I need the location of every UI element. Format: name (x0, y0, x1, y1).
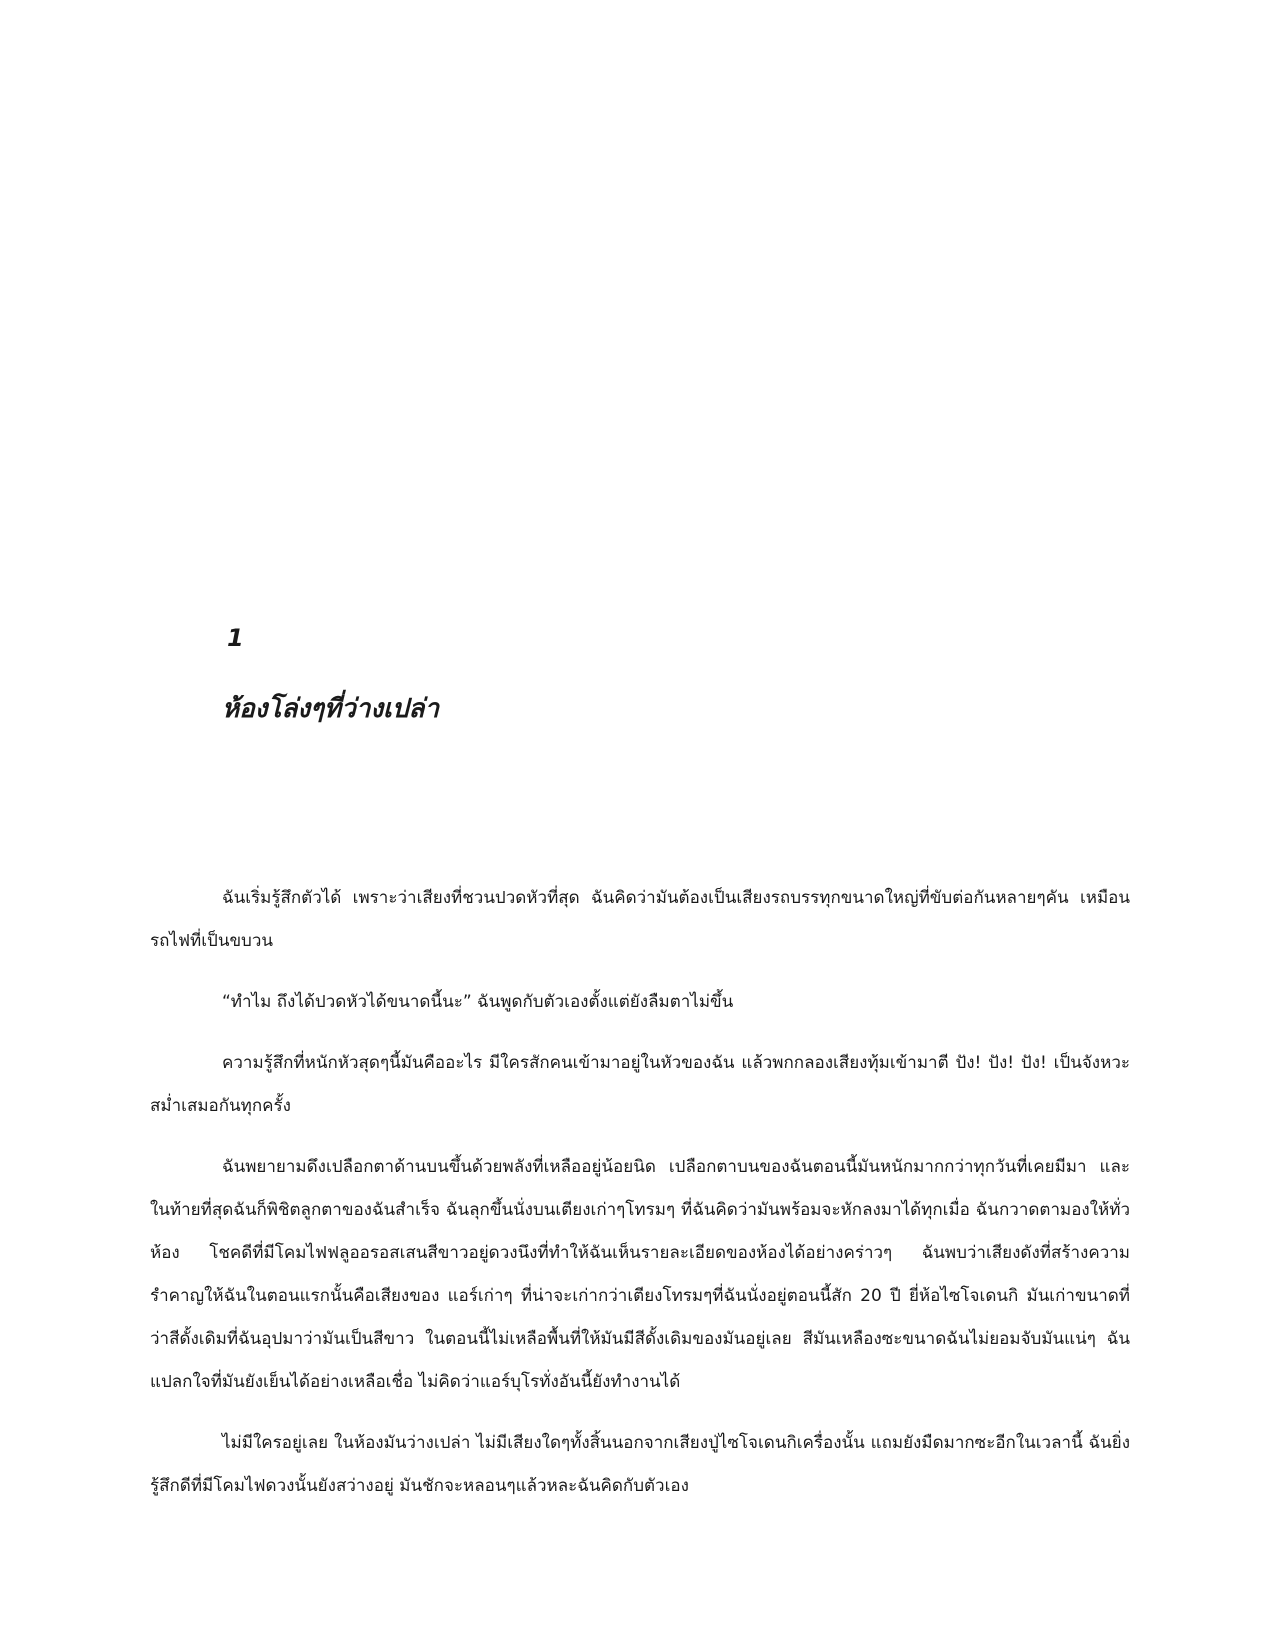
paragraph: ไม่มีใครอยู่เลย ในห้องมันว่างเปล่า ไม่มีเสียงใดๆทั้งสิ้นนอกจากเสียงปู่ไซโจเดนกิเครื่องนั้น แถมยังมืดมากซะอีกในเวลานี้ ฉันยิ่งรู้สึกดีที่มีโคมไฟดวงนั้นยังสว่างอยู่ มันชักจะหลอนๆแล้วหละฉันคิดกับตัวเอง (150, 1433, 1130, 1496)
chapter-number: 1 (227, 624, 244, 652)
paragraph: ฉันเริ่มรู้สึกตัวได้ เพราะว่าเสียงที่ชวนปวดหัวที่สุด ฉันคิดว่ามันต้องเป็นเสียงรถบรรทุกขนาดใหญ่ที่ขับต่อกันหลายๆคัน เหมือนรถไฟที่เป็นขบวน (150, 888, 1130, 951)
paragraph: ความรู้สึกที่หนักหัวสุดๆนี้มันคืออะไร มีใครสักคนเข้ามาอยู่ในหัวของฉัน แล้วพกกลองเสียงทุ้มเข้ามาตี ปัง! ปัง! ปัง! เป็นจังหวะสม่ำเสมอกันทุกครั้ง (150, 1053, 1130, 1116)
chapter-title: ห้องโล่งๆที่ว่างเปล่า (222, 694, 439, 724)
paragraph: ฉันพยายามดึงเปลือกตาด้านบนขึ้นด้วยพลังที่เหลืออยู่น้อยนิด เปลือกตาบนของฉันตอนนี้มันหนักมากกว่าทุกวันที่เคยมีมา และในท้ายที่สุดฉันก็พิชิตลูกตาของฉันสำเร็จ ฉันลุกขึ้นนั่งบนเตียงเก่าๆโทรมๆ ที่ฉันคิดว่ามันพร้อมจะหักลงมาได้ทุกเมื่อ ฉันกวาดตามองให้ทั่วห้อง โชคดีที่มีโคมไฟฟลูออรอสเสนสีขาวอยู่ดวงนึงที่ทำให้ฉันเห็นรายละเอียดของห้องได้อย่างคร่าวๆ ฉันพบว่าเสียงดังที่สร้างความรำคาญให้ฉันในตอนแรกนั้นคือเสียงของ แอร์เก่าๆ ที่น่าจะเก่ากว่าเตียงโทรมๆที่ฉันนั่งอยู่ตอนนี้สัก 20 ปี ยี่ห้อไซโจเดนกิ มันเก่าขนาดที่ว่าสีดั้งเดิมที่ฉันอุปมาว่ามันเป็นสีขาว ในตอนนี้ไม่เหลือพื้นที่ให้มันมีสีดั้งเดิมของมันอยู่เลย สีมันเหลืองซะขนาดฉันไม่ยอมจับมันแน่ๆ ฉันแปลกใจที่มันยังเย็นได้อย่างเหลือเชื่อ ไม่คิดว่าแอร์บุโรทั่งอันนี้ยังทำงานได้ (150, 1157, 1130, 1392)
paragraph: “ทำไม ถึงได้ปวดหัวได้ขนาดนี้นะ” ฉันพูดกับตัวเองตั้งแต่ยังลืมตาไม่ขึ้น (222, 992, 734, 1012)
chapter-body (150, 877, 1130, 1526)
